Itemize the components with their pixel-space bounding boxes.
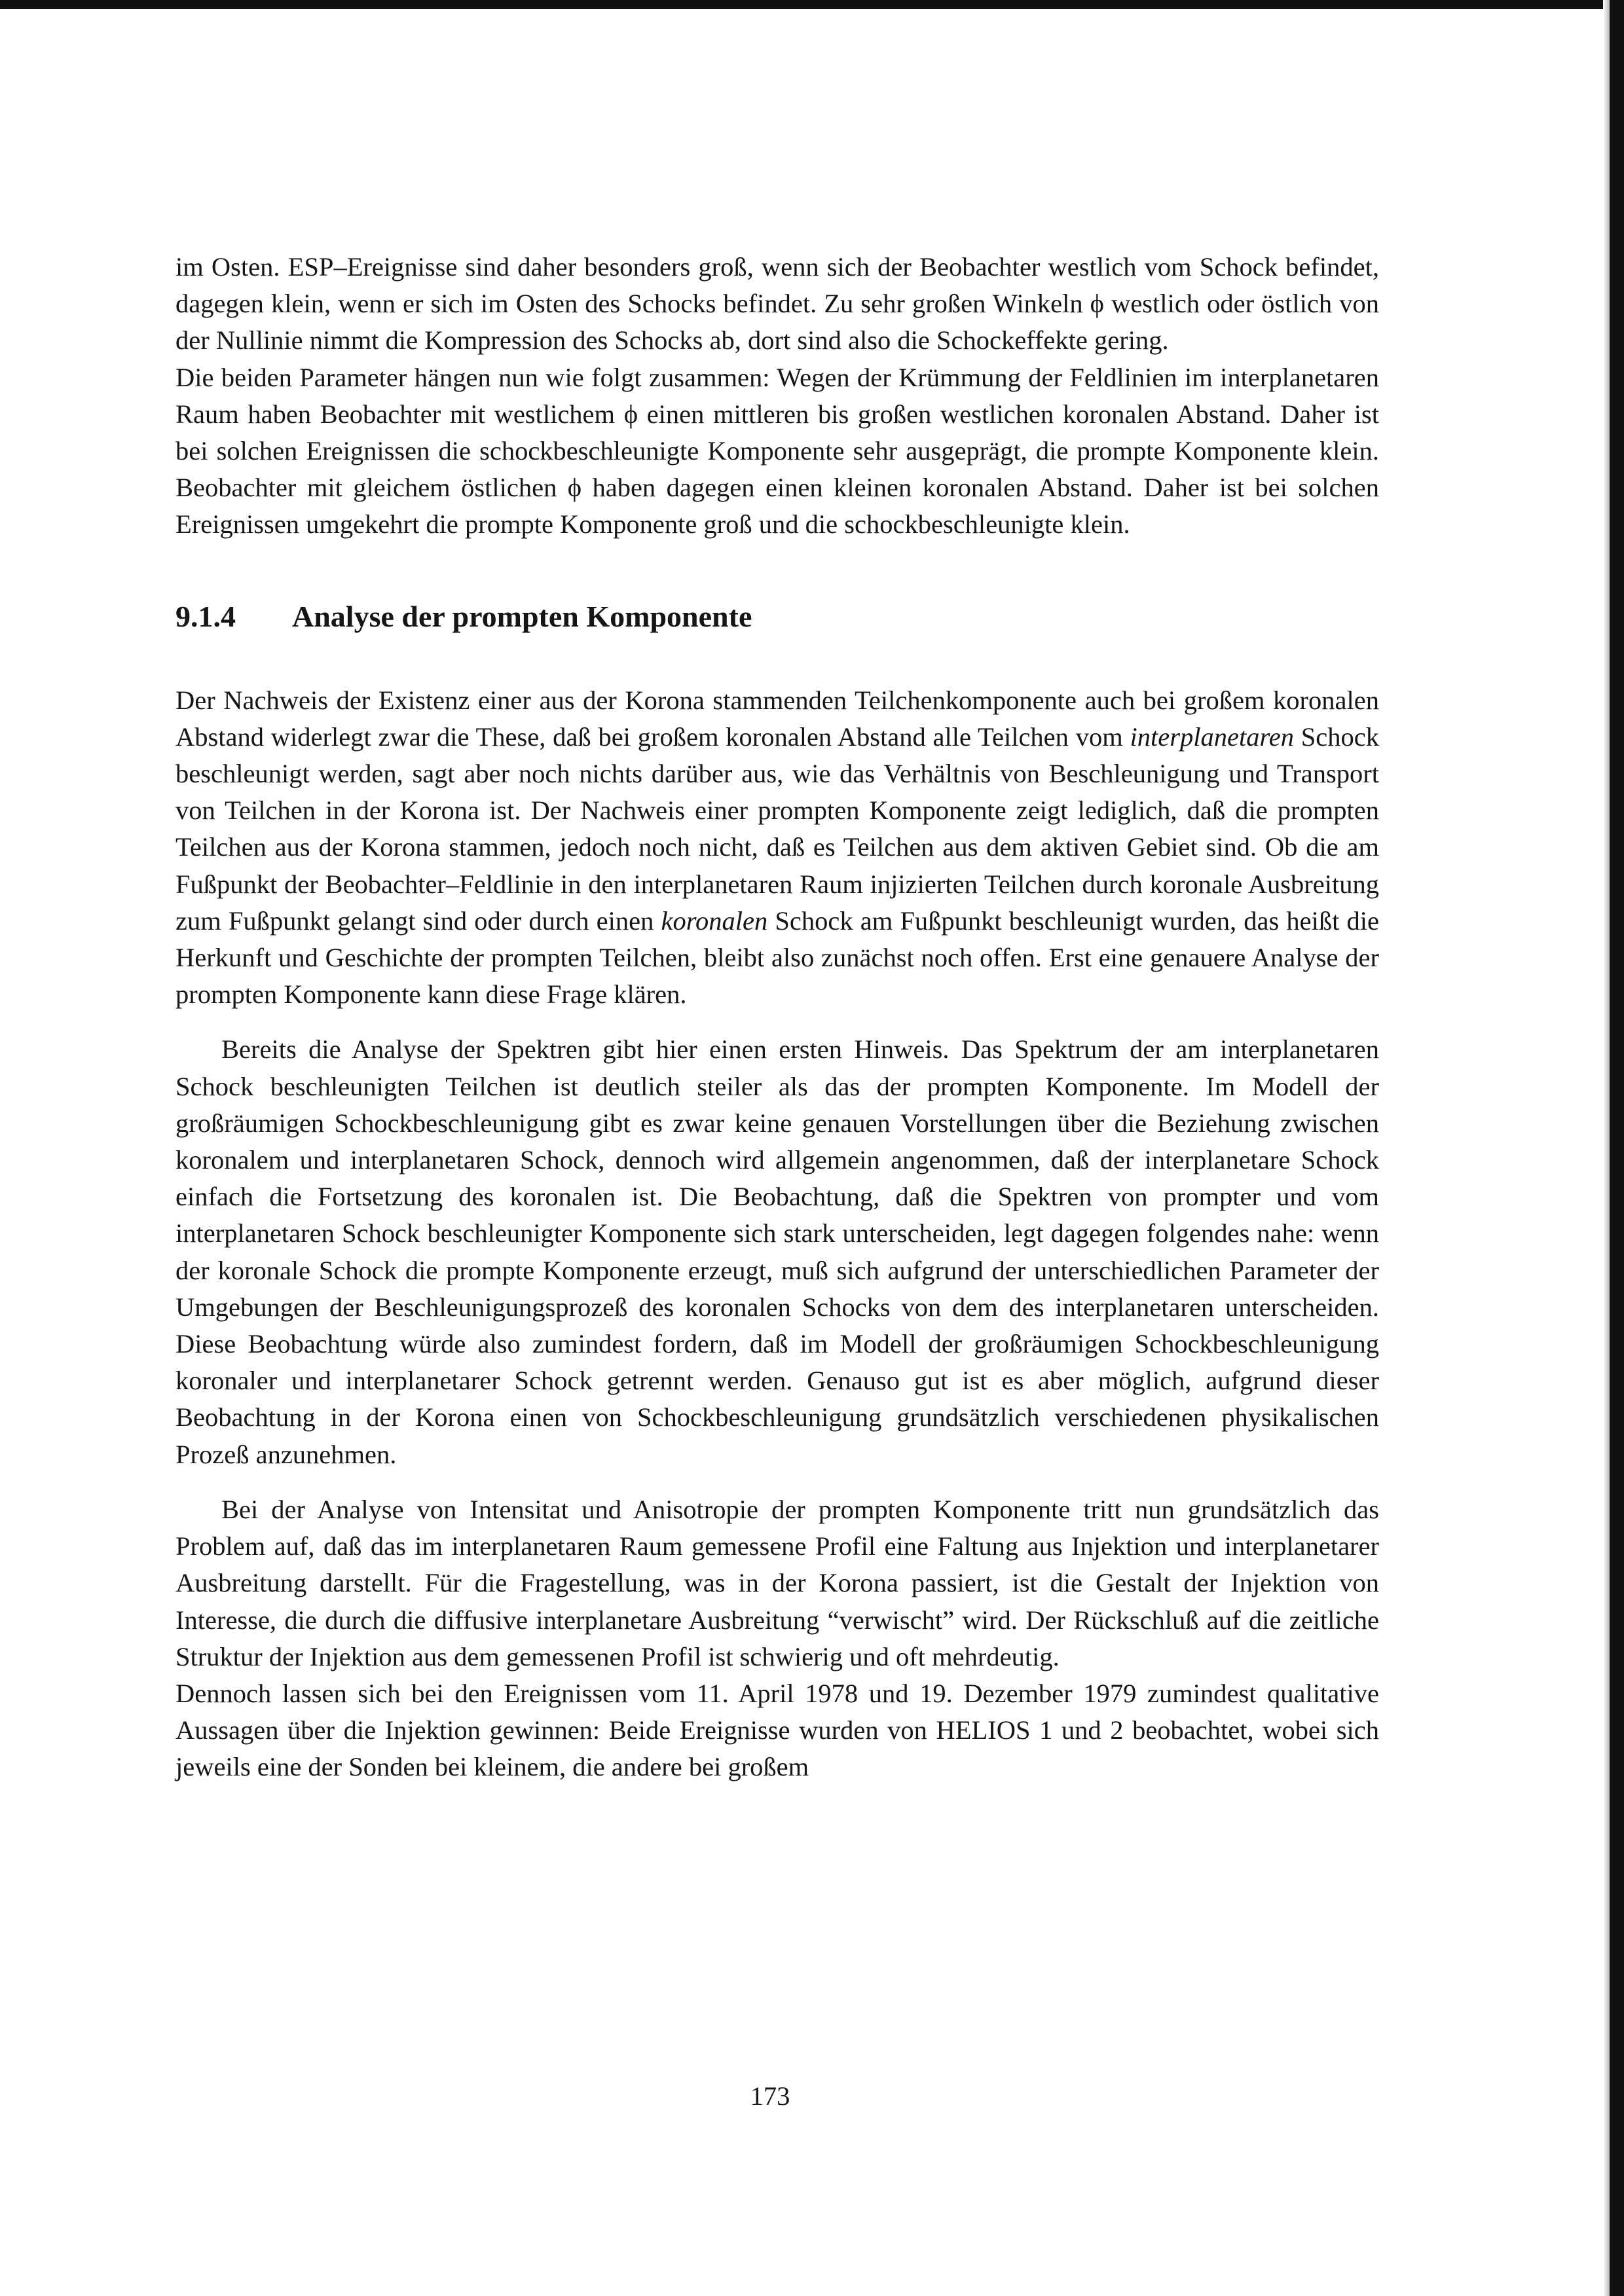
paragraph-b: Bereits die Analyse der Spektren gibt hier einen ersten Hinweis. Das Spektrum der am interplanetaren Schock beschleunigten Teilchen ist deutlich steiler als das der prompten Komponente. Im Modell der großräumigen Schockbeschleunigung gibt es zwar keine genauen Vorstellungen über die Beziehung zwischen koronalem und interplanetaren Schock, dennoch wird allgemein angenommen, daß der interplanetare Schock einfach die Fortsetzung des koronalen ist. Die Beobachtung, daß die Spektren von prompter und vom interplanetaren Schock beschleunigter Komponente sich stark unterscheiden, legt dagegen folgendes nahe: wenn der koronale Schock die prompte Komponente erzeugt, muß sich aufgrund der unterschiedlichen Parameter der Umgebungen der Beschleunigungsprozeß des koronalen Schocks von dem des interplanetaren unterscheiden. Diese Beobachtung würde also zumindest fordern, daß im Modell der großräumigen Schockbeschleunigung koronaler und interplanetarer Schock getrennt werden. Genauso gut ist es aber möglich, aufgrund dieser Beobachtung in der Korona einen von Schockbeschleunigung grundsätzlich verschiedenen physikalischen Prozeß anzunehmen. (175, 1034, 1379, 1469)
page-body (175, 249, 1379, 1786)
emphasis-koronalen: koronalen (661, 905, 768, 936)
section-number: 9.1.4 (175, 599, 236, 633)
scan-shadow-right (1603, 0, 1610, 2296)
paragraph-a-text-1: Der Nachweis der Existenz einer aus der Korona stammenden Teilchenkomponente auch bei großem koronalen Abstand widerlegt zwar die These, daß bei großem koronalen Abstand alle Teilchen vom (175, 685, 1379, 752)
page-number: 173 (750, 2081, 790, 2111)
paragraph-a-text-3: Schock am Fußpunkt beschleunigt wurden, das heißt die Herkunft und Geschichte der prompten Teilchen, bleibt also zunächst noch offen. Erst eine genauere Analyse der prompten Komponente kann diese Frage klären. (175, 905, 1379, 1010)
scan-border-right (1610, 0, 1624, 2296)
emphasis-interplanetaren: interplanetaren (1130, 721, 1294, 752)
scan-border-top (0, 0, 1624, 9)
paragraph-c: Bei der Analyse von Intensitat und Anisotropie der prompten Komponente tritt nun grundsätzlich das Problem auf, daß das im interplanetaren Raum gemessene Profil eine Faltung aus Injektion und interplanetarer Ausbreitung darstellt. Für die Fragestellung, was in der Korona passiert, ist die Gestalt der Injektion von Interesse, die durch die diffusive interplanetare Ausbreitung “verwischt” wird. Der Rückschluß auf die zeitliche Struktur der Injektion aus dem gemessenen Profil ist schwierig und oft mehrdeutig. (175, 1494, 1379, 1671)
paragraph-top-2: Die beiden Parameter hängen nun wie folgt zusammen: Wegen der Krümmung der Feldlinien im interplanetaren Raum haben Beobachter mit westlichem ϕ einen mittleren bis großen westlichen koronalen Abstand. Daher ist bei solchen Ereignissen die schockbeschleunigte Komponente sehr ausgeprägt, die prompte Komponente klein. Beobachter mit gleichem östlichen ϕ haben dagegen einen kleinen koronalen Abstand. Daher ist bei solchen Ereignissen umgekehrt die prompte Komponente groß und die schockbeschleunigte klein. (175, 362, 1379, 539)
paragraph-top-1: im Osten. ESP–Ereignisse sind daher besonders groß, wenn sich der Beobachter westlich vom Schock befindet, dagegen klein, wenn er sich im Osten des Schocks befindet. Zu sehr großen Winkeln ϕ westlich oder östlich von der Nullinie nimmt die Kompression des Schocks ab, dort sind also die Schockeffekte gering. (175, 252, 1379, 355)
paragraph-a (175, 682, 1379, 1013)
section-heading (175, 597, 1379, 636)
section-title: Analyse der prompten Komponente (292, 599, 752, 633)
paragraph-d: Dennoch lassen sich bei den Ereignissen vom 11. April 1978 und 19. Dezember 1979 zumindest qualitative Aussagen über die Injektion gewinnen: Beide Ereignisse wurden von HELIOS 1 und 2 beobachtet, wobei sich jeweils eine der Sonden bei kleinem, die andere bei großem (175, 1678, 1379, 1782)
paragraph-a-text-2: Schock beschleunigt werden, sagt aber noch nichts darüber aus, wie das Verhältnis von Beschleunigung und Transport von Teilchen in der Korona ist. Der Nachweis einer prompten Komponente zeigt lediglich, daß die prompten Teilchen aus der Korona stammen, jedoch noch nicht, daß es Teilchen aus dem aktiven Gebiet sind. Ob die am Fußpunkt der Beobachter–Feldlinie in den interplanetaren Raum injizierten Teilchen durch koronale Ausbreitung zum Fußpunkt gelangt sind oder durch einen (175, 721, 1379, 936)
